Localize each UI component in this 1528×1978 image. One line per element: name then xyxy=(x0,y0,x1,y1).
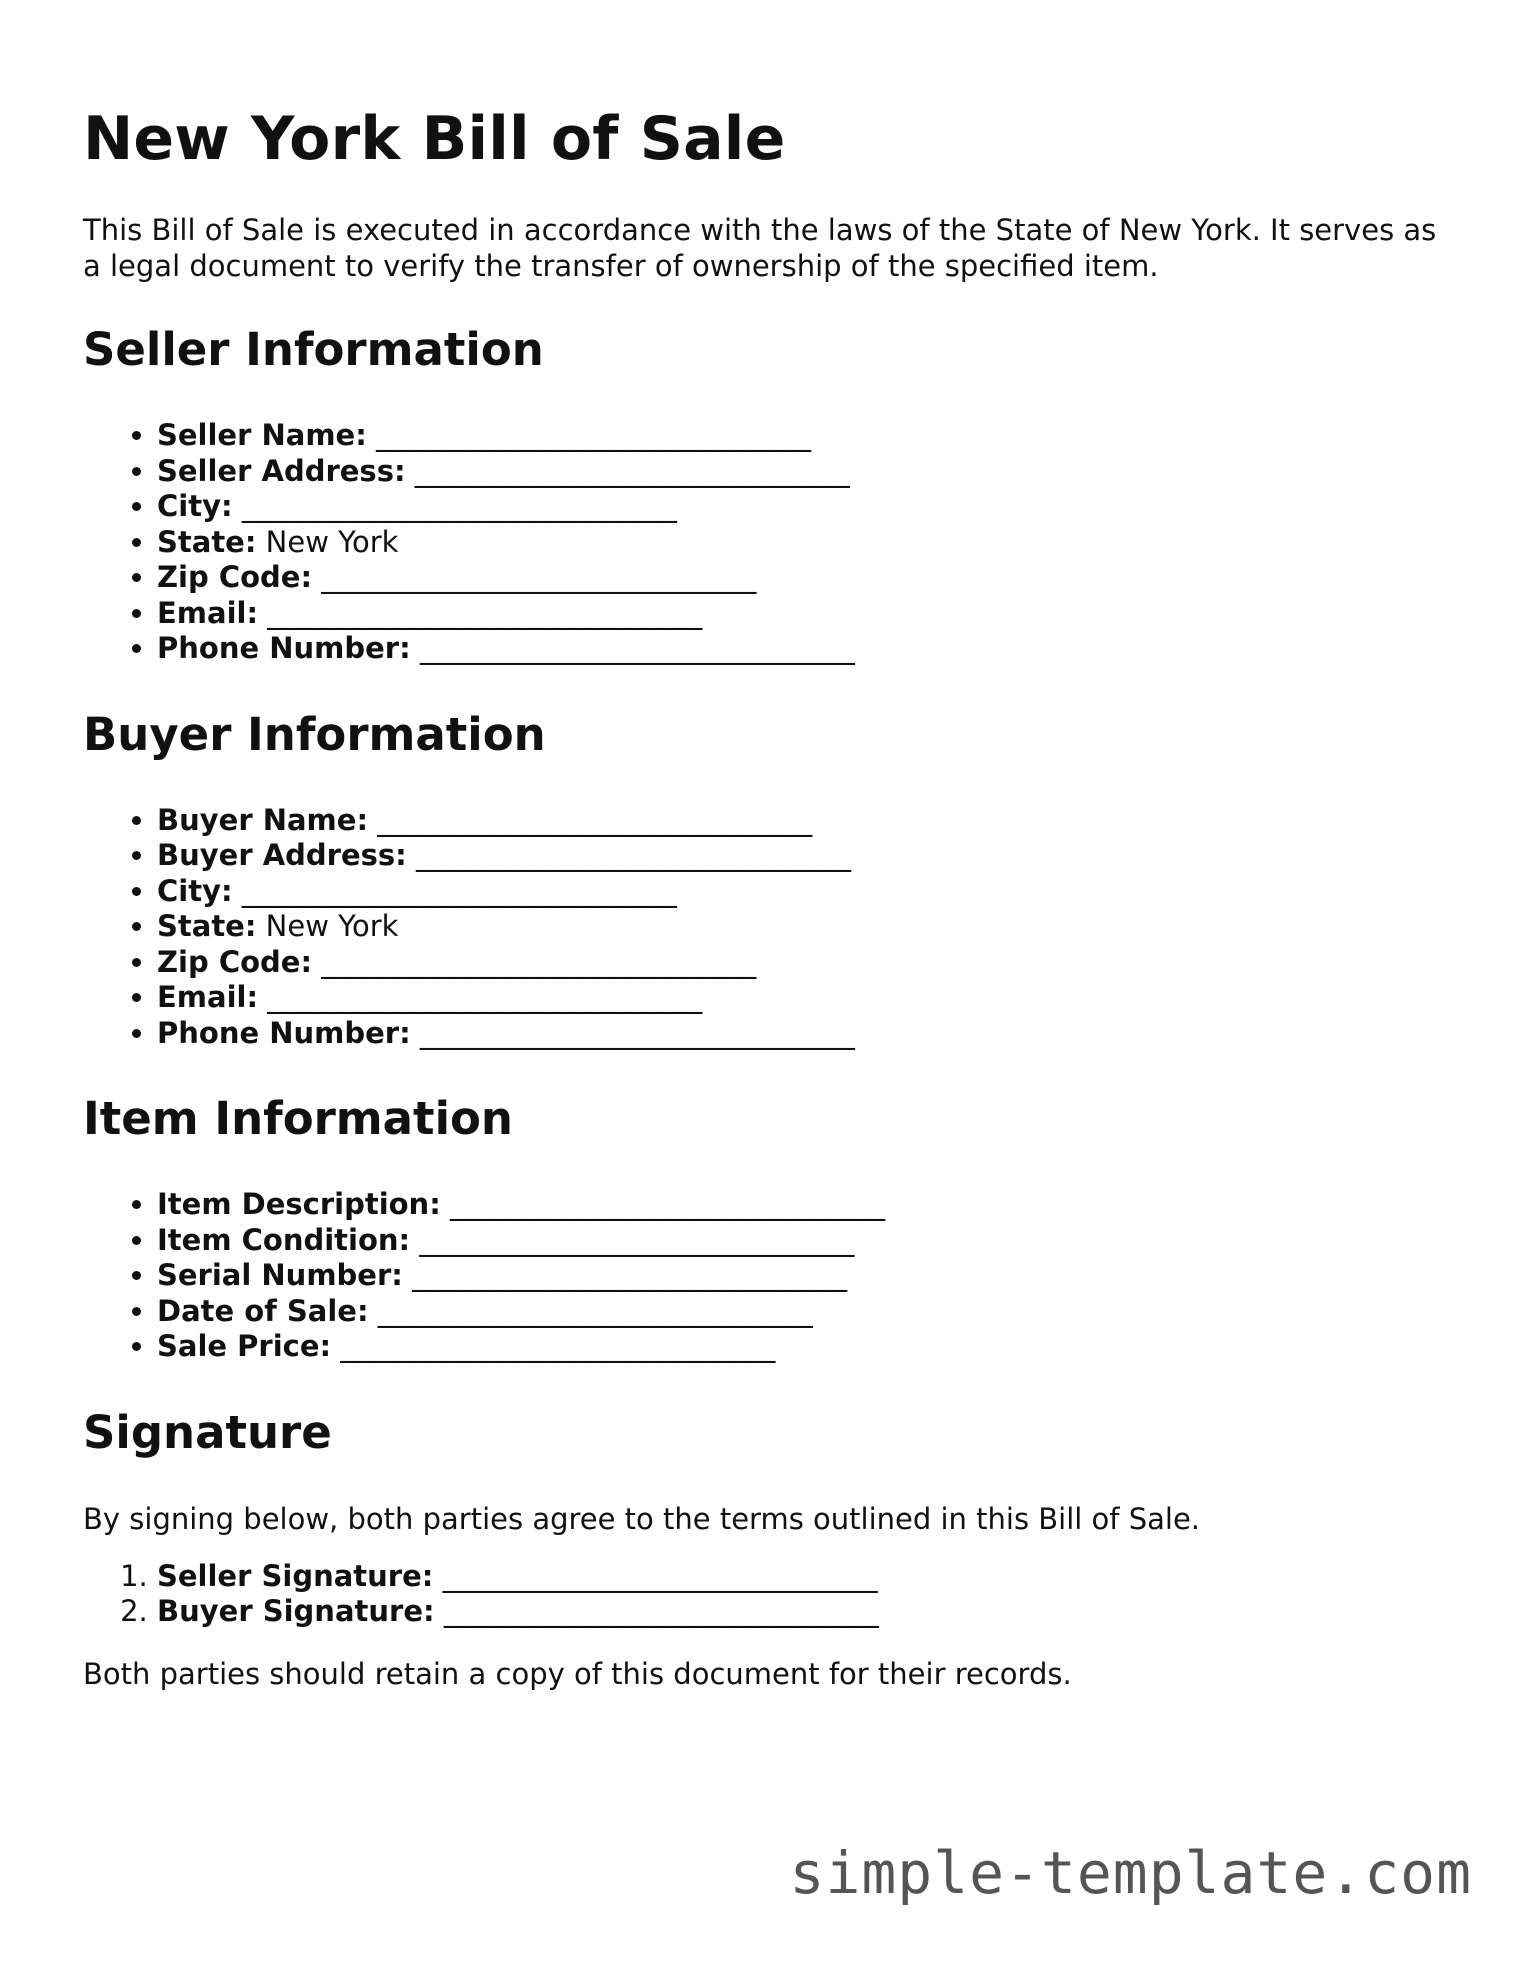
item-section-heading: Item Information xyxy=(83,1092,513,1145)
serial-number-field xyxy=(157,1258,1443,1294)
blank-line[interactable]: ______________________________ xyxy=(321,560,757,594)
field-label: Sale Price: xyxy=(157,1329,332,1363)
buyer-email-field xyxy=(157,980,1443,1016)
blank-line[interactable]: ______________________________ xyxy=(419,1015,855,1050)
seller-fields-list xyxy=(83,418,1443,667)
blank-line[interactable]: ______________________________ xyxy=(416,838,851,872)
blank-line[interactable]: ______________________________ xyxy=(419,1222,855,1257)
buyer-city-field xyxy=(157,874,1443,910)
closing-note: Both parties should retain a copy of this document for their records. xyxy=(83,1656,1072,1691)
seller-address-field xyxy=(157,454,1443,490)
field-label: Buyer Signature: xyxy=(157,1594,435,1628)
field-label: Buyer Address: xyxy=(157,838,407,872)
field-label: Phone Number: xyxy=(157,631,411,665)
buyer-section-heading: Buyer Information xyxy=(83,707,546,761)
buyer-signature-field xyxy=(157,1594,1443,1630)
seller-email-field xyxy=(157,596,1443,632)
field-label: Zip Code: xyxy=(157,944,313,979)
field-label: State: xyxy=(157,909,257,943)
item-condition-field xyxy=(157,1223,1443,1259)
field-label: Zip Code: xyxy=(157,560,313,594)
blank-line[interactable]: ______________________________ xyxy=(443,1594,879,1628)
seller-name-field xyxy=(157,418,1443,454)
seller-state-field xyxy=(157,525,1443,561)
seller-signature-field xyxy=(157,1559,1443,1595)
field-label: Item Description: xyxy=(157,1187,441,1221)
field-value: New York xyxy=(265,524,399,559)
field-label: Email: xyxy=(157,595,259,630)
document-page xyxy=(83,100,1443,1692)
blank-line[interactable]: ______________________________ xyxy=(321,944,757,979)
date-of-sale-field xyxy=(157,1294,1443,1330)
field-label: Seller Name: xyxy=(157,418,367,452)
blank-line[interactable]: ______________________________ xyxy=(442,1558,878,1593)
blank-line[interactable]: ______________________________ xyxy=(450,1187,886,1221)
intro-paragraph: This Bill of Sale is executed in accordance with the laws of the State of New York. It serves as a legal document to verify the transfer of ownership of the specified item. xyxy=(83,213,1437,283)
watermark-text: simple-template.com xyxy=(789,1839,1472,1907)
seller-city-field xyxy=(157,489,1443,525)
field-value: New York xyxy=(265,909,399,943)
blank-line[interactable]: ______________________________ xyxy=(267,595,703,630)
field-label: Seller Signature: xyxy=(157,1558,434,1593)
blank-line[interactable]: ______________________________ xyxy=(267,980,703,1014)
document-title: New York Bill of Sale xyxy=(83,104,786,174)
seller-section-heading: Seller Information xyxy=(83,323,544,376)
buyer-state-field xyxy=(157,909,1443,945)
buyer-zip-field xyxy=(157,945,1443,981)
field-label: State: xyxy=(157,524,257,559)
blank-line[interactable]: ______________________________ xyxy=(414,453,850,488)
field-label: City: xyxy=(157,489,233,523)
sale-price-field xyxy=(157,1329,1443,1365)
blank-line[interactable]: ______________________________ xyxy=(377,1293,813,1328)
field-label: Buyer Name: xyxy=(157,802,369,837)
buyer-phone-field xyxy=(157,1016,1443,1052)
seller-zip-field xyxy=(157,560,1443,596)
seller-phone-field xyxy=(157,631,1443,667)
field-label: Phone Number: xyxy=(157,1015,411,1050)
blank-line[interactable]: ______________________________ xyxy=(340,1329,776,1363)
signature-intro: By signing below, both parties agree to the terms outlined in this Bill of Sale. xyxy=(83,1501,1201,1536)
item-fields-list xyxy=(83,1187,1443,1365)
field-label: Item Condition: xyxy=(157,1222,411,1257)
blank-line[interactable]: ______________________________ xyxy=(241,489,677,523)
signature-section-heading: Signature xyxy=(83,1405,332,1459)
field-label: Date of Sale: xyxy=(157,1293,369,1328)
buyer-name-field xyxy=(157,803,1443,839)
signature-list xyxy=(83,1559,1443,1630)
blank-line[interactable]: ______________________________ xyxy=(419,631,855,665)
blank-line[interactable]: ______________________________ xyxy=(241,873,677,908)
buyer-address-field xyxy=(157,838,1443,874)
buyer-fields-list xyxy=(83,803,1443,1052)
field-label: Email: xyxy=(157,980,259,1014)
field-label: Serial Number: xyxy=(157,1258,403,1292)
field-label: Seller Address: xyxy=(157,453,406,488)
field-label: City: xyxy=(157,873,233,908)
blank-line[interactable]: ______________________________ xyxy=(412,1258,848,1292)
blank-line[interactable]: ______________________________ xyxy=(377,802,813,837)
item-description-field xyxy=(157,1187,1443,1223)
blank-line[interactable]: ______________________________ xyxy=(376,418,812,452)
